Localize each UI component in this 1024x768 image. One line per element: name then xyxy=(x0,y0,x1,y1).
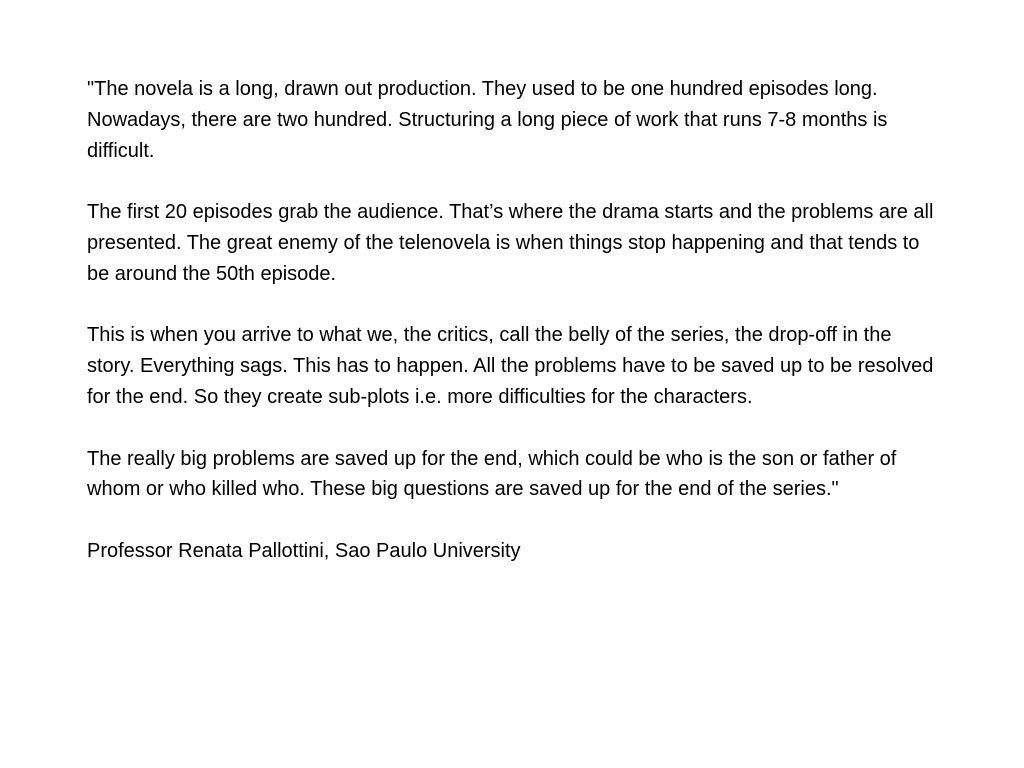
quote-paragraph-2: The first 20 episodes grab the audience. That’s where the drama starts and the problems are all presented. The great enemy of the telenovela is when things stop happening and that tends to be around the 50th episode. xyxy=(87,201,934,285)
quote-text-block xyxy=(87,74,937,567)
quote-attribution: Professor Renata Pallottini, Sao Paulo University xyxy=(87,539,521,562)
quote-paragraph-1: "The novela is a long, drawn out production. They used to be one hundred episodes long. Nowadays, there are two hundred. Structuring a long piece of work that runs 7-8 months is difficult. xyxy=(87,78,888,162)
quote-paragraph-3: This is when you arrive to what we, the critics, call the belly of the series, the drop-off in the story. Everything sags. This has to happen. All the problems have to be saved up to be resolved for the end. So they create sub-plots i.e. more difficulties for the characters. xyxy=(87,324,934,408)
quote-paragraph-4: The really big problems are saved up for the end, which could be who is the son or father of whom or who killed who. These big questions are saved up for the end of the series." xyxy=(87,447,897,501)
